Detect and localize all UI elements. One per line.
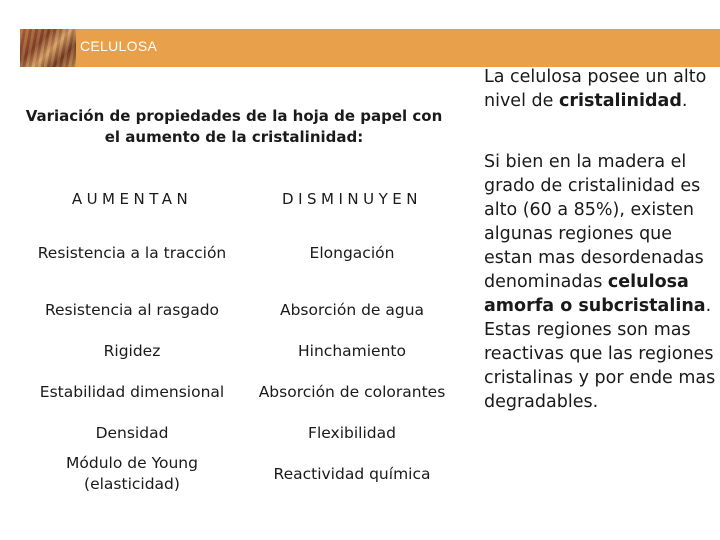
paragraph-text: Si bien en la madera el grado de cristalinidad es alto (60 a 85%), existen algunas regiones que estan mas desordenadas denominadas — [484, 152, 704, 292]
decrease-item: Elongación — [309, 244, 395, 262]
crystallinity-paragraph — [484, 65, 716, 113]
decrease-item: Hinchamiento — [298, 342, 406, 360]
paragraph-end: . Estas regiones son mas reactivas que las regiones cristalinas y por ende mas degradables. — [484, 296, 716, 412]
decrease-item: Absorción de agua — [279, 301, 425, 319]
paragraph-end: . — [681, 91, 688, 111]
amorphous-paragraph — [484, 150, 716, 414]
increase-item: Módulo de Young (elasticidad) — [66, 454, 198, 493]
header-title: CELULOSA — [80, 38, 158, 54]
section-title: Variación de propiedades de la hoja de papel con el aumento de la cristalinidad: — [25, 107, 443, 146]
column-header-increase: AUMENTAN — [71, 190, 193, 208]
decrease-item: Absorción de colorantes — [258, 383, 446, 401]
decrease-item: Flexibilidad — [308, 424, 396, 442]
wood-texture-image — [20, 29, 76, 67]
increase-item: Densidad — [95, 424, 169, 442]
increase-item: Resistencia a la tracción — [37, 244, 227, 262]
decrease-item: Reactividad química — [273, 465, 431, 483]
increase-item: Estabilidad dimensional — [39, 383, 225, 401]
keyword-cristalinidad: cristalinidad — [558, 91, 682, 111]
increase-item: Resistencia al rasgado — [44, 301, 220, 319]
increase-item: Rigidez — [103, 342, 161, 360]
column-header-decrease: DISMINUYEN — [282, 190, 422, 208]
paragraph-text: La celulosa posee un alto nivel de — [484, 67, 707, 111]
keyword-celulosa-amorfa: celulosa amorfa o subcristalina — [484, 272, 706, 316]
